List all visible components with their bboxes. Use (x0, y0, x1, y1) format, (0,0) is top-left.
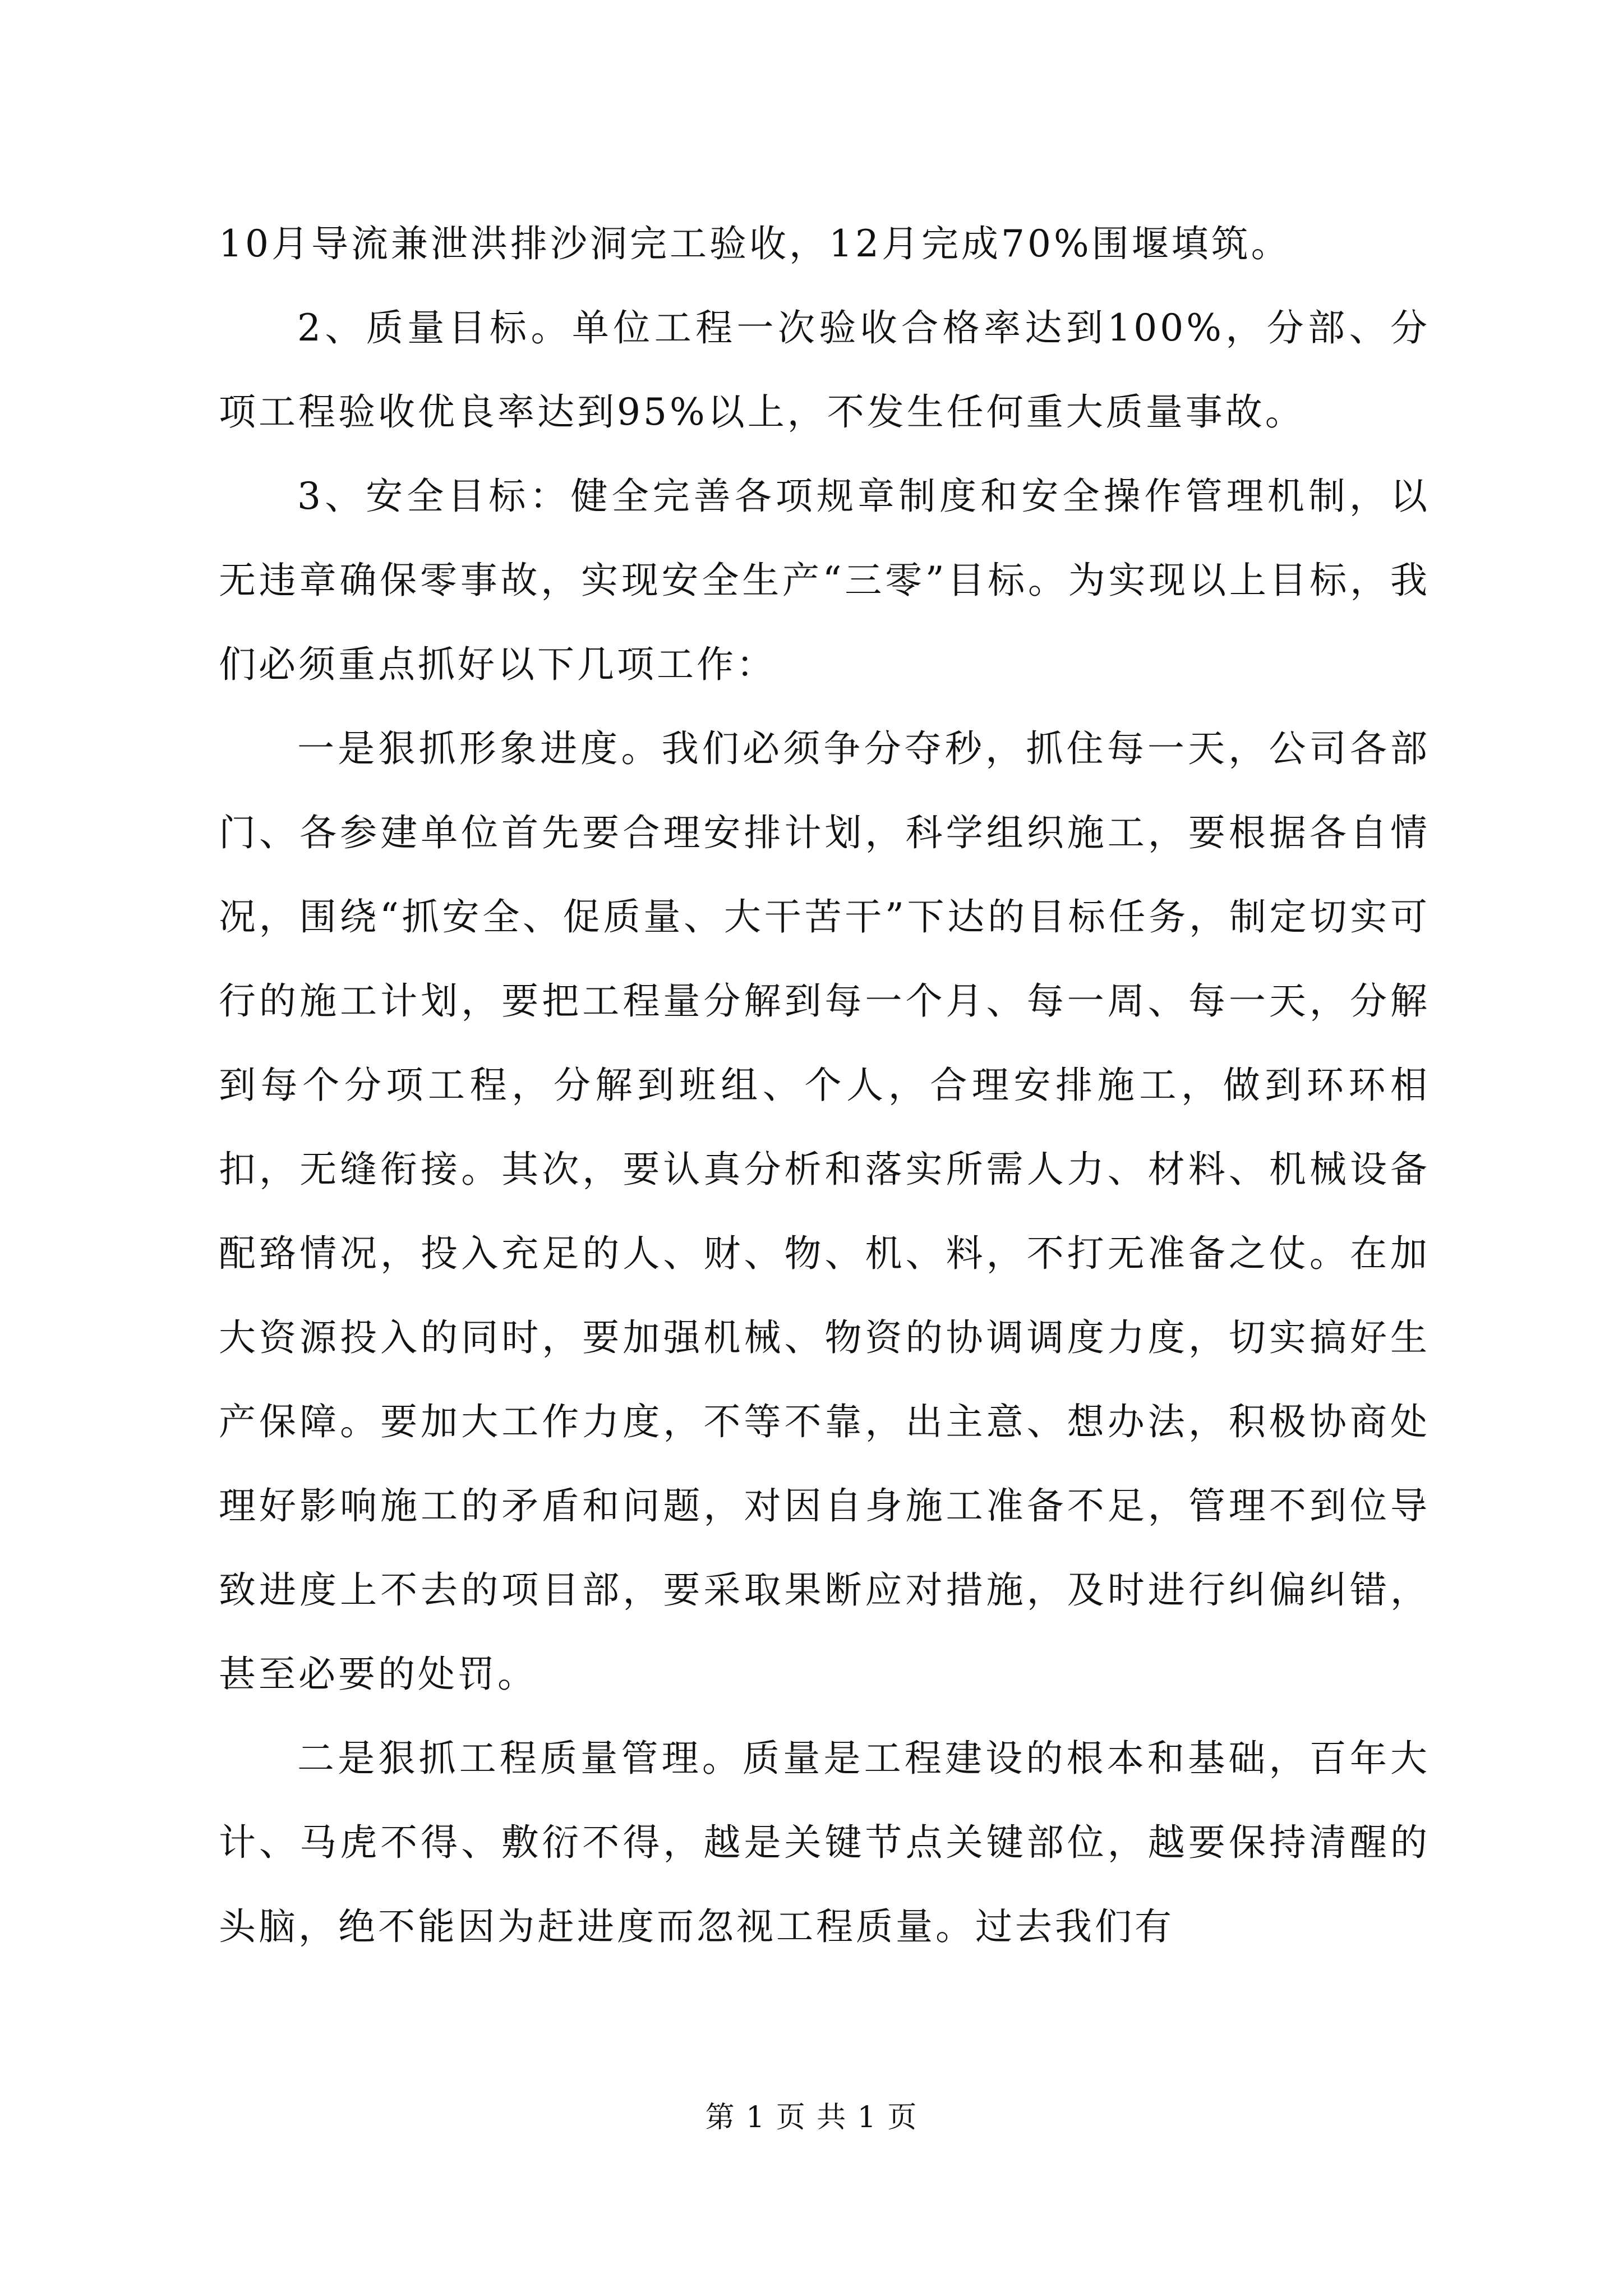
paragraph-progress-work: 一是狠抓形象进度。我们必须争分夺秒，抓住每一天，公司各部门、各参建单位首先要合理安排计划，科学组织施工，要根据各自情况，围绕“抓安全、促质量、大干苦干”下达的目标任务，制定切实可行的施工计划，要把工程量分解到每一个月、每一周、每一天，分解到每个分项工程，分解到班组、个人，合理安排施工，做到环环相扣，无缝衔接。其次，要认真分析和落实所需人力、材料、机械设备配臵情况，投入充足的人、财、物、机、料，不打无准备之仗。在加大资源投入的同时，要加强机械、物资的协调调度力度，切实搞好生产保障。要加大工作力度，不等不靠，出主意、想办法，积极协商处理好影响施工的矛盾和问题，对因自身施工准备不足，管理不到位导致进度上不去的项目部，要采取果断应对措施，及时进行纠偏纠错，甚至必要的处罚。 (219, 727, 1430, 1696)
paragraph-safety-target: 3、安全目标：健全完善各项规章制度和安全操作管理机制，以无违章确保零事故，实现安全生产“三零”目标。为实现以上目标，我们必须重点抓好以下几项工作： (219, 475, 1430, 686)
page-number-footer: 第 1 页 共 1 页 (705, 2101, 918, 2134)
paragraph-schedule-continuation: 10月导流兼泄洪排沙洞完工验收，12月完成70%围堰填筑。 (219, 222, 1291, 265)
paragraph-quality-target: 2、质量目标。单位工程一次验收合格率达到100%，分部、分项工程验收优良率达到95%以上，不发生任何重大质量事故。 (219, 306, 1430, 434)
document-body (219, 202, 1430, 1969)
paragraph-quality-management: 二是狠抓工程质量管理。质量是工程建设的根本和基础，百年大计、马虎不得、敷衍不得，越是关键节点关键部位，越要保持清醒的头脑，绝不能因为赶进度而忽视工程质量。过去我们有 (219, 1737, 1430, 1948)
